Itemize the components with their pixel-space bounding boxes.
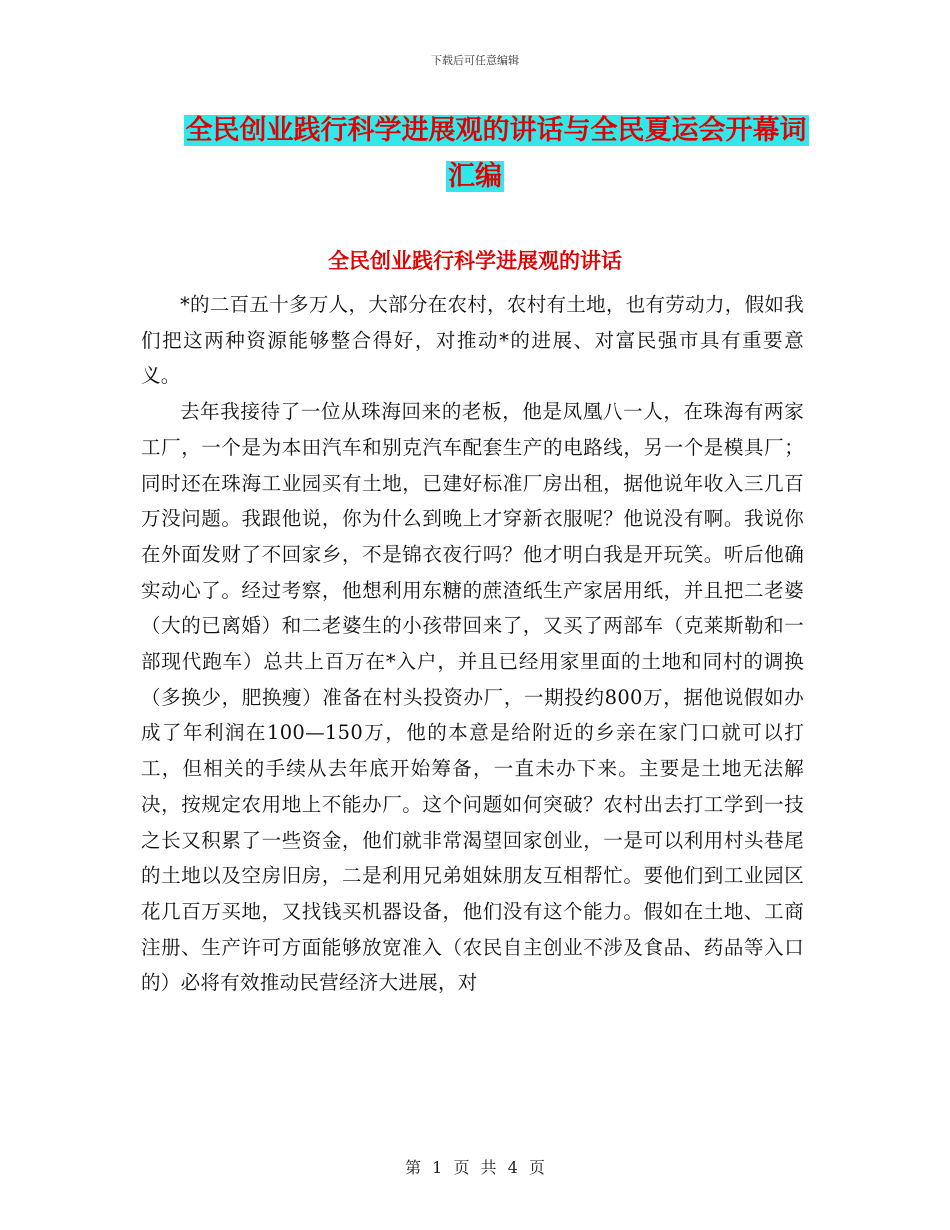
body-text [141,287,804,1001]
document-title-line-2: 汇编 [448,161,502,192]
section-title: 全民创业践行科学进展观的讲话 [328,248,622,273]
page-footer: 第 1 页 共 4 页 [405,1158,545,1177]
document-title-line-1: 全民创业践行科学进展观的讲话与全民夏运会开幕词 [185,115,807,146]
paragraph-2: 去年我接待了一位从珠海回来的老板，他是凤凰八一人，在珠海有两家工厂，一个是为本田汽车和别克汽车配套生产的电路线，另一个是模具厂；同时还在珠海工业园买有土地，已建好标准厂房出租，据他说年收入三几百万没问题。我跟他说，你为什么到晚上才穿新衣服呢？他说没有啊。我说你在外面发财了不回家乡，不是锦衣夜行吗？他才明白我是开玩笑。听后他确实动心了。经过考察，他想利用东糖的蔗渣纸生产家居用纸，并且把二老婆（大的已离婚）和二老婆生的小孩带回来了，又买了两部车（克莱斯勒和一部现代跑车）总共上百万在*入户，并且已经用家里面的土地和同村的调换（多换少，肥换瘦）准备在村头投资办厂，一期投约800万，据他说假如办成了年利润在100—150万，他的本意是给附近的乡亲在家门口就可以打工，但相关的手续从去年底开始筹备，一直未办下来。主要是土地无法解决，按规定农用地上不能办厂。这个问题如何突破？农村出去打工学到一技之长又积累了一些资金，他们就非常渴望回家创业，一是可以利用村头巷尾的土地以及空房旧房，二是利用兄弟姐妹朋友互相帮忙。要他们到工业园区花几百万买地，又找钱买机器设备，他们没有这个能力。假如在土地、工商注册、生产许可方面能够放宽准入（农民自主创业不涉及食品、药品等入口的）必将有效推动民营经济大进展，对 [141,400,804,995]
paragraph-1: *的二百五十多万人，大部分在农村，农村有土地，也有劳动力，假如我们把这两种资源能够整合得好，对推动*的进展、对富民强市具有重要意义。 [141,293,804,388]
document-title [0,108,950,200]
header-note: 下载后可任意编辑 [431,54,519,67]
